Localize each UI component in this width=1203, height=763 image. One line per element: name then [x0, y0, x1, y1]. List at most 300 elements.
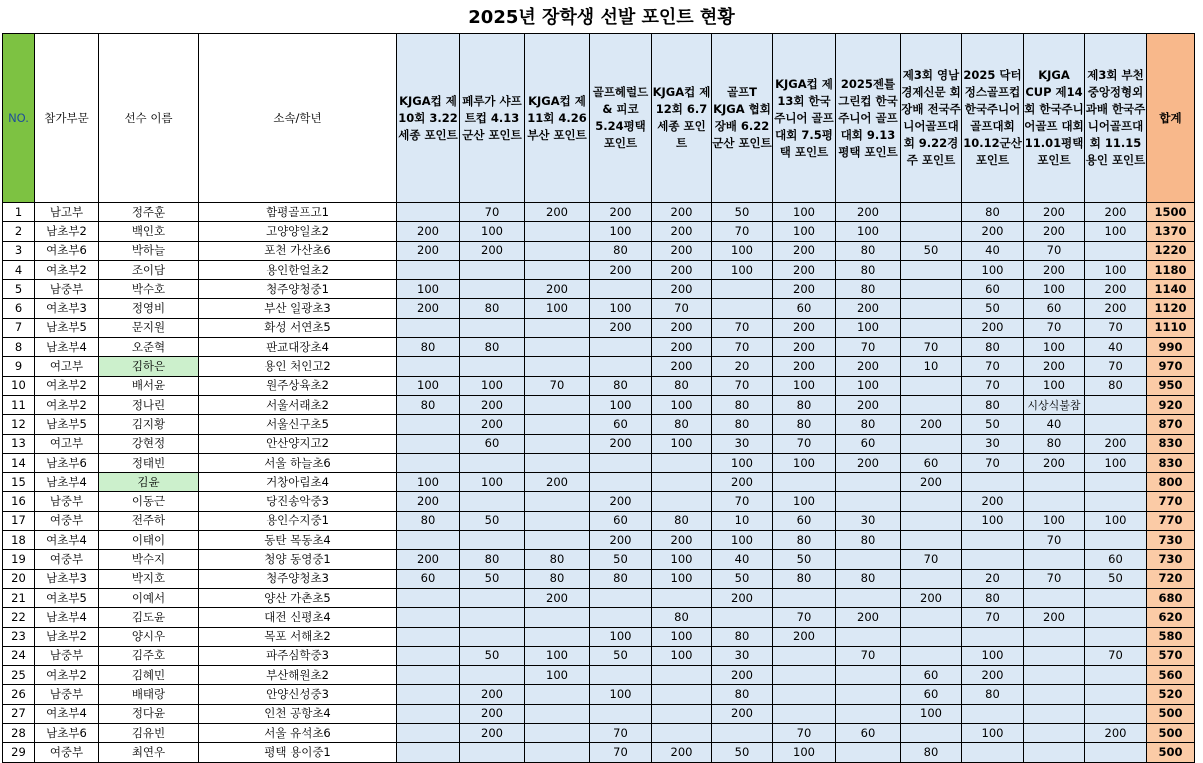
cell-total[interactable]: 500	[1147, 724, 1195, 743]
cell-points[interactable]: 70	[1024, 318, 1085, 337]
cell-points[interactable]: 50	[712, 569, 773, 588]
cell-no[interactable]: 15	[3, 473, 35, 492]
cell-points[interactable]	[590, 357, 652, 376]
cell-points[interactable]: 10	[712, 511, 773, 530]
cell-division[interactable]: 여초부2	[35, 260, 99, 279]
cell-points[interactable]: 200	[1085, 434, 1147, 453]
cell-points[interactable]	[590, 704, 652, 723]
cell-points[interactable]: 50	[712, 743, 773, 762]
cell-points[interactable]	[397, 646, 460, 665]
cell-player-name[interactable]: 이동근	[99, 492, 199, 511]
cell-no[interactable]: 26	[3, 685, 35, 704]
cell-points[interactable]: 100	[590, 299, 652, 318]
cell-no[interactable]: 14	[3, 453, 35, 472]
cell-points[interactable]	[397, 434, 460, 453]
cell-points[interactable]: 200	[590, 434, 652, 453]
cell-points[interactable]: 200	[590, 260, 652, 279]
cell-points[interactable]	[590, 453, 652, 472]
cell-player-name[interactable]: 오준혁	[99, 338, 199, 357]
cell-points[interactable]	[590, 588, 652, 607]
cell-points[interactable]: 100	[773, 453, 836, 472]
cell-player-name[interactable]: 김지황	[99, 415, 199, 434]
cell-points[interactable]	[525, 724, 590, 743]
cell-points[interactable]: 200	[1085, 299, 1147, 318]
cell-points[interactable]: 200	[397, 299, 460, 318]
cell-player-name[interactable]: 김윤	[99, 473, 199, 492]
cell-points[interactable]	[773, 685, 836, 704]
cell-points[interactable]: 70	[901, 550, 962, 569]
cell-points[interactable]: 80	[712, 685, 773, 704]
cell-no[interactable]: 5	[3, 280, 35, 299]
header-name[interactable]: 선수 이름	[99, 34, 199, 203]
cell-points[interactable]: 100	[652, 646, 712, 665]
cell-points[interactable]: 80	[773, 569, 836, 588]
cell-points[interactable]: 80	[962, 203, 1024, 222]
cell-points[interactable]: 70	[962, 376, 1024, 395]
cell-points[interactable]	[1085, 241, 1147, 260]
cell-points[interactable]: 80	[460, 299, 525, 318]
cell-points[interactable]: 200	[460, 241, 525, 260]
cell-points[interactable]	[652, 724, 712, 743]
cell-points[interactable]	[1085, 704, 1147, 723]
cell-points[interactable]: 200	[525, 588, 590, 607]
cell-points[interactable]	[397, 357, 460, 376]
cell-points[interactable]: 50	[460, 646, 525, 665]
cell-division[interactable]: 여중부	[35, 743, 99, 762]
cell-points[interactable]: 100	[1085, 511, 1147, 530]
cell-points[interactable]: 200	[773, 338, 836, 357]
cell-points[interactable]	[773, 646, 836, 665]
cell-no[interactable]: 22	[3, 608, 35, 627]
cell-points[interactable]: 100	[836, 376, 901, 395]
cell-points[interactable]	[460, 280, 525, 299]
cell-points[interactable]: 200	[773, 318, 836, 337]
cell-no[interactable]: 8	[3, 338, 35, 357]
cell-points[interactable]	[962, 704, 1024, 723]
cell-points[interactable]: 100	[712, 260, 773, 279]
header-competition[interactable]: KJGA컵 제11회 4.26부산 포인트	[525, 34, 590, 203]
cell-player-name[interactable]: 배태랑	[99, 685, 199, 704]
cell-points[interactable]: 100	[652, 569, 712, 588]
cell-total[interactable]: 500	[1147, 743, 1195, 762]
cell-points[interactable]: 80	[962, 588, 1024, 607]
cell-total[interactable]: 830	[1147, 453, 1195, 472]
cell-points[interactable]: 100	[1085, 453, 1147, 472]
cell-points[interactable]: 200	[836, 299, 901, 318]
cell-points[interactable]	[1024, 550, 1085, 569]
cell-points[interactable]	[590, 280, 652, 299]
cell-affiliation[interactable]: 화성 서연초5	[199, 318, 397, 337]
cell-points[interactable]: 30	[712, 434, 773, 453]
cell-points[interactable]	[525, 531, 590, 550]
cell-points[interactable]: 200	[962, 318, 1024, 337]
cell-division[interactable]: 남중부	[35, 492, 99, 511]
cell-points[interactable]	[1024, 666, 1085, 685]
cell-division[interactable]: 여초부5	[35, 588, 99, 607]
header-affiliation[interactable]: 소속/학년	[199, 34, 397, 203]
cell-points[interactable]: 200	[652, 260, 712, 279]
cell-total[interactable]: 570	[1147, 646, 1195, 665]
cell-player-name[interactable]: 정다윤	[99, 704, 199, 723]
cell-points[interactable]: 80	[836, 260, 901, 279]
cell-points[interactable]: 80	[397, 511, 460, 530]
cell-points[interactable]: 200	[652, 318, 712, 337]
cell-points[interactable]	[1024, 646, 1085, 665]
cell-points[interactable]	[652, 588, 712, 607]
cell-points[interactable]	[397, 415, 460, 434]
cell-points[interactable]: 100	[460, 473, 525, 492]
cell-points[interactable]	[460, 357, 525, 376]
cell-points[interactable]	[901, 318, 962, 337]
cell-points[interactable]: 200	[460, 724, 525, 743]
cell-affiliation[interactable]: 서울서래초2	[199, 395, 397, 414]
cell-points[interactable]	[901, 608, 962, 627]
cell-player-name[interactable]: 김도윤	[99, 608, 199, 627]
cell-points[interactable]	[525, 318, 590, 337]
cell-points[interactable]: 200	[712, 666, 773, 685]
cell-points[interactable]: 80	[773, 531, 836, 550]
cell-points[interactable]: 100	[652, 434, 712, 453]
cell-no[interactable]: 3	[3, 241, 35, 260]
cell-points[interactable]	[1024, 492, 1085, 511]
cell-points[interactable]: 80	[901, 743, 962, 762]
cell-points[interactable]: 40	[1024, 415, 1085, 434]
cell-points[interactable]	[652, 492, 712, 511]
cell-division[interactable]: 남초부2	[35, 627, 99, 646]
cell-affiliation[interactable]: 동탄 목동초4	[199, 531, 397, 550]
cell-points[interactable]: 50	[712, 203, 773, 222]
cell-affiliation[interactable]: 목포 서해초2	[199, 627, 397, 646]
cell-points[interactable]: 70	[773, 724, 836, 743]
cell-points[interactable]: 60	[397, 569, 460, 588]
cell-player-name[interactable]: 박수호	[99, 280, 199, 299]
cell-points[interactable]: 시상식불참	[1024, 395, 1085, 414]
cell-affiliation[interactable]: 서울신구초5	[199, 415, 397, 434]
cell-points[interactable]	[836, 666, 901, 685]
header-competition[interactable]: 골프헤럴드 & 피코 5.24평택 포인트	[590, 34, 652, 203]
cell-points[interactable]	[1085, 473, 1147, 492]
cell-points[interactable]: 80	[1085, 376, 1147, 395]
cell-total[interactable]: 1180	[1147, 260, 1195, 279]
cell-affiliation[interactable]: 부산해원초2	[199, 666, 397, 685]
cell-points[interactable]: 200	[460, 685, 525, 704]
cell-points[interactable]: 80	[773, 395, 836, 414]
cell-points[interactable]	[460, 627, 525, 646]
cell-division[interactable]: 남초부3	[35, 569, 99, 588]
cell-points[interactable]: 200	[712, 704, 773, 723]
cell-points[interactable]	[525, 222, 590, 241]
cell-points[interactable]: 200	[652, 241, 712, 260]
cell-points[interactable]: 100	[460, 376, 525, 395]
cell-points[interactable]	[460, 260, 525, 279]
cell-points[interactable]: 70	[1024, 241, 1085, 260]
cell-no[interactable]: 4	[3, 260, 35, 279]
header-division[interactable]: 참가부문	[35, 34, 99, 203]
cell-points[interactable]	[525, 743, 590, 762]
cell-points[interactable]	[652, 685, 712, 704]
cell-points[interactable]: 80	[836, 531, 901, 550]
cell-no[interactable]: 17	[3, 511, 35, 530]
cell-points[interactable]: 70	[1085, 646, 1147, 665]
cell-points[interactable]	[525, 338, 590, 357]
cell-affiliation[interactable]: 청주양청중1	[199, 280, 397, 299]
cell-division[interactable]: 남중부	[35, 280, 99, 299]
cell-division[interactable]: 남초부2	[35, 222, 99, 241]
cell-points[interactable]: 70	[1024, 531, 1085, 550]
cell-points[interactable]: 80	[962, 338, 1024, 357]
cell-points[interactable]	[1085, 492, 1147, 511]
cell-points[interactable]	[836, 704, 901, 723]
cell-points[interactable]: 100	[962, 724, 1024, 743]
cell-points[interactable]	[1085, 415, 1147, 434]
cell-points[interactable]	[836, 473, 901, 492]
cell-no[interactable]: 24	[3, 646, 35, 665]
cell-points[interactable]: 200	[773, 260, 836, 279]
cell-division[interactable]: 여중부	[35, 511, 99, 530]
cell-no[interactable]: 13	[3, 434, 35, 453]
cell-points[interactable]: 70	[1085, 357, 1147, 376]
cell-points[interactable]: 80	[590, 376, 652, 395]
cell-no[interactable]: 1	[3, 203, 35, 222]
cell-points[interactable]: 50	[460, 569, 525, 588]
cell-points[interactable]: 100	[962, 511, 1024, 530]
cell-affiliation[interactable]: 원주상육초2	[199, 376, 397, 395]
cell-points[interactable]	[962, 550, 1024, 569]
cell-points[interactable]: 50	[962, 299, 1024, 318]
cell-player-name[interactable]: 정영비	[99, 299, 199, 318]
cell-no[interactable]: 6	[3, 299, 35, 318]
cell-points[interactable]	[712, 608, 773, 627]
cell-no[interactable]: 18	[3, 531, 35, 550]
cell-points[interactable]: 200	[836, 453, 901, 472]
cell-player-name[interactable]: 전주하	[99, 511, 199, 530]
cell-points[interactable]: 200	[962, 666, 1024, 685]
cell-points[interactable]: 100	[525, 666, 590, 685]
cell-points[interactable]	[460, 492, 525, 511]
cell-points[interactable]	[652, 704, 712, 723]
cell-points[interactable]: 200	[1024, 260, 1085, 279]
cell-points[interactable]	[1024, 704, 1085, 723]
cell-no[interactable]: 2	[3, 222, 35, 241]
cell-affiliation[interactable]: 파주심학중3	[199, 646, 397, 665]
cell-points[interactable]	[901, 724, 962, 743]
cell-points[interactable]: 100	[773, 222, 836, 241]
cell-points[interactable]: 100	[773, 492, 836, 511]
cell-points[interactable]: 200	[901, 473, 962, 492]
cell-points[interactable]: 200	[397, 550, 460, 569]
cell-affiliation[interactable]: 당진송악중3	[199, 492, 397, 511]
cell-total[interactable]: 580	[1147, 627, 1195, 646]
cell-points[interactable]	[901, 376, 962, 395]
cell-player-name[interactable]: 박수지	[99, 550, 199, 569]
cell-points[interactable]: 80	[836, 415, 901, 434]
cell-points[interactable]: 200	[1024, 222, 1085, 241]
cell-points[interactable]	[590, 338, 652, 357]
cell-points[interactable]: 70	[712, 492, 773, 511]
cell-affiliation[interactable]: 안산양지고2	[199, 434, 397, 453]
cell-total[interactable]: 720	[1147, 569, 1195, 588]
cell-points[interactable]: 70	[836, 338, 901, 357]
cell-no[interactable]: 28	[3, 724, 35, 743]
cell-points[interactable]: 200	[836, 357, 901, 376]
cell-points[interactable]: 100	[397, 473, 460, 492]
cell-points[interactable]: 80	[712, 415, 773, 434]
cell-affiliation[interactable]: 거창아림초4	[199, 473, 397, 492]
cell-points[interactable]: 70	[652, 299, 712, 318]
cell-points[interactable]: 100	[773, 376, 836, 395]
cell-points[interactable]: 100	[525, 646, 590, 665]
cell-points[interactable]: 70	[460, 203, 525, 222]
cell-division[interactable]: 남초부6	[35, 724, 99, 743]
cell-points[interactable]: 70	[962, 357, 1024, 376]
cell-points[interactable]	[397, 666, 460, 685]
cell-points[interactable]: 70	[901, 338, 962, 357]
cell-points[interactable]: 80	[652, 376, 712, 395]
cell-total[interactable]: 1500	[1147, 203, 1195, 222]
cell-points[interactable]: 200	[652, 280, 712, 299]
cell-points[interactable]	[590, 666, 652, 685]
cell-points[interactable]	[397, 724, 460, 743]
cell-points[interactable]: 60	[773, 511, 836, 530]
cell-affiliation[interactable]: 함평골프고1	[199, 203, 397, 222]
cell-points[interactable]: 70	[590, 724, 652, 743]
cell-points[interactable]	[1085, 666, 1147, 685]
cell-total[interactable]: 1120	[1147, 299, 1195, 318]
cell-points[interactable]: 100	[1024, 338, 1085, 357]
cell-points[interactable]	[901, 395, 962, 414]
cell-points[interactable]: 200	[590, 492, 652, 511]
cell-points[interactable]	[962, 473, 1024, 492]
cell-points[interactable]: 40	[712, 550, 773, 569]
cell-points[interactable]	[836, 743, 901, 762]
cell-points[interactable]: 100	[525, 299, 590, 318]
cell-points[interactable]: 80	[652, 415, 712, 434]
cell-points[interactable]	[901, 531, 962, 550]
cell-points[interactable]	[525, 357, 590, 376]
cell-points[interactable]: 60	[590, 511, 652, 530]
cell-points[interactable]	[1024, 724, 1085, 743]
cell-points[interactable]	[1024, 473, 1085, 492]
cell-total[interactable]: 1220	[1147, 241, 1195, 260]
cell-division[interactable]: 여초부2	[35, 376, 99, 395]
cell-player-name[interactable]: 정태빈	[99, 453, 199, 472]
cell-points[interactable]: 30	[962, 434, 1024, 453]
cell-total[interactable]: 920	[1147, 395, 1195, 414]
cell-points[interactable]: 100	[712, 453, 773, 472]
cell-points[interactable]: 100	[773, 743, 836, 762]
cell-points[interactable]: 80	[712, 395, 773, 414]
cell-points[interactable]	[836, 685, 901, 704]
cell-points[interactable]: 80	[590, 241, 652, 260]
cell-points[interactable]	[397, 531, 460, 550]
cell-points[interactable]: 20	[712, 357, 773, 376]
cell-points[interactable]: 100	[962, 260, 1024, 279]
cell-division[interactable]: 여초부2	[35, 395, 99, 414]
cell-points[interactable]: 50	[1085, 569, 1147, 588]
cell-points[interactable]	[1024, 743, 1085, 762]
cell-points[interactable]: 100	[652, 395, 712, 414]
cell-points[interactable]	[460, 608, 525, 627]
cell-points[interactable]: 200	[836, 395, 901, 414]
cell-affiliation[interactable]: 안양신성중3	[199, 685, 397, 704]
cell-affiliation[interactable]: 포천 가산초6	[199, 241, 397, 260]
cell-points[interactable]: 80	[962, 395, 1024, 414]
cell-points[interactable]	[590, 608, 652, 627]
cell-no[interactable]: 19	[3, 550, 35, 569]
cell-points[interactable]	[1085, 627, 1147, 646]
cell-points[interactable]: 50	[590, 550, 652, 569]
cell-points[interactable]: 100	[397, 376, 460, 395]
cell-points[interactable]: 100	[652, 550, 712, 569]
cell-points[interactable]: 60	[901, 685, 962, 704]
cell-points[interactable]: 200	[773, 280, 836, 299]
header-competition[interactable]: KJGA컵 제10회 3.22세종 포인트	[397, 34, 460, 203]
cell-division[interactable]: 남초부5	[35, 415, 99, 434]
cell-points[interactable]: 200	[962, 222, 1024, 241]
cell-points[interactable]: 200	[590, 531, 652, 550]
cell-points[interactable]	[525, 627, 590, 646]
cell-division[interactable]: 남고부	[35, 203, 99, 222]
cell-points[interactable]	[901, 260, 962, 279]
cell-points[interactable]: 60	[836, 724, 901, 743]
cell-affiliation[interactable]: 청주양청초3	[199, 569, 397, 588]
cell-points[interactable]	[712, 299, 773, 318]
cell-points[interactable]	[773, 666, 836, 685]
cell-points[interactable]: 70	[773, 434, 836, 453]
cell-points[interactable]: 80	[773, 415, 836, 434]
cell-points[interactable]: 200	[460, 395, 525, 414]
cell-total[interactable]: 730	[1147, 531, 1195, 550]
header-competition[interactable]: KJGA컵 제13회 한국주니어 골프대회 7.5평택 포인트	[773, 34, 836, 203]
cell-points[interactable]	[525, 453, 590, 472]
cell-points[interactable]: 100	[1024, 376, 1085, 395]
cell-points[interactable]: 200	[1024, 357, 1085, 376]
cell-total[interactable]: 560	[1147, 666, 1195, 685]
cell-points[interactable]: 200	[525, 203, 590, 222]
cell-points[interactable]: 200	[773, 627, 836, 646]
cell-points[interactable]	[525, 511, 590, 530]
cell-no[interactable]: 12	[3, 415, 35, 434]
header-competition[interactable]: 제3회 부천중앙정형외과배 한국주니어골프대회 11.15용인 포인트	[1085, 34, 1147, 203]
cell-points[interactable]: 200	[1085, 724, 1147, 743]
cell-points[interactable]	[836, 492, 901, 511]
cell-total[interactable]: 1110	[1147, 318, 1195, 337]
cell-no[interactable]: 29	[3, 743, 35, 762]
cell-points[interactable]	[525, 434, 590, 453]
cell-points[interactable]	[712, 724, 773, 743]
cell-total[interactable]: 730	[1147, 550, 1195, 569]
cell-points[interactable]	[397, 685, 460, 704]
cell-affiliation[interactable]: 용인 처인고2	[199, 357, 397, 376]
cell-points[interactable]: 40	[1085, 338, 1147, 357]
cell-points[interactable]	[901, 511, 962, 530]
cell-points[interactable]: 70	[712, 222, 773, 241]
cell-points[interactable]: 200	[397, 241, 460, 260]
cell-points[interactable]: 200	[460, 704, 525, 723]
cell-affiliation[interactable]: 평택 용이중1	[199, 743, 397, 762]
cell-player-name[interactable]: 이예서	[99, 588, 199, 607]
cell-points[interactable]: 60	[1024, 299, 1085, 318]
cell-points[interactable]: 80	[652, 511, 712, 530]
cell-points[interactable]: 60	[590, 415, 652, 434]
cell-points[interactable]: 100	[1085, 222, 1147, 241]
cell-division[interactable]: 남초부4	[35, 608, 99, 627]
cell-player-name[interactable]: 김하은	[99, 357, 199, 376]
cell-points[interactable]: 100	[652, 627, 712, 646]
cell-division[interactable]: 여고부	[35, 357, 99, 376]
cell-affiliation[interactable]: 서울 유석초6	[199, 724, 397, 743]
cell-points[interactable]: 200	[901, 415, 962, 434]
